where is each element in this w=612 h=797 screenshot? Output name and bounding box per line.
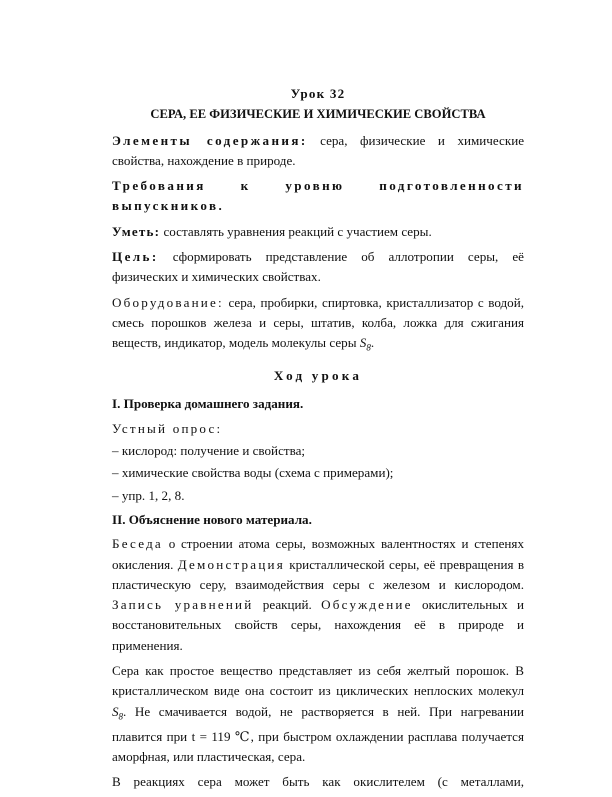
lesson-topic-title: СЕРА, ЕЕ ФИЗИЧЕСКИЕ И ХИМИЧЕСКИЕ СВОЙСТВА [150,107,486,122]
para1-word-demonstration: Демонстрация [177,556,285,572]
content-elements-paragraph [112,131,524,172]
equipment-text: сера, пробирки, спиртовка, кристаллизатор с водой, смесь порошков железа и серы, штатив, колба, ложка для сжигания веществ, индикатор, модель молекулы серы [112,294,524,351]
para1-word-discussion: Обсуждение [321,597,413,613]
para1-text-1: о строении атома серы, возможных валентностях и степенях окисления. [112,536,524,572]
explanation-paragraph-2 [112,661,524,767]
survey-item: – химические свойства воды (схема с примерами); [112,465,394,481]
content-elements-text: сера, физические и химические свойства, нахождение в природе. [112,132,525,168]
requirements-word-2: к [240,178,251,194]
course-title: Ход урока [273,368,363,384]
survey-label: Устный опрос: [112,420,223,436]
equipment-label: Оборудование: [112,294,224,310]
para1-word-record: Запись уравнений [112,597,254,613]
survey-item: – упр. 1, 2, 8. [112,487,185,503]
lesson-number: Урок 32 [290,86,346,101]
survey-paragraph [112,419,524,439]
para2-formula-subscript: 8 [118,711,124,722]
para1-text-4: окислительных и восстановительных свойств серы, нахождения её в природе и применения. [112,597,524,653]
equipment-formula: S [359,335,367,351]
requirements-word-4: подготовленности [379,178,524,194]
requirements-word-3: уровню [285,178,345,194]
document-page [112,84,524,797]
explanation-paragraph-3: В реакциях сера может быть как окислителем (с металлами, [112,774,524,790]
para1-word-beseda: Беседа [112,536,163,552]
goal-text: сформировать представление об аллотропии серы, её физических и химических свойствах. [112,249,524,285]
para2-formula: S [112,703,119,719]
para2-text-2: . Не смачивается водой, не растворяется в ней. При нагревании плавится при t = 119 ℃, при быстром охлаждении расплава получается аморфная, или пластическая, сера. [112,703,524,764]
survey-item: – кислород: получение и свойства; [112,443,306,459]
para1-text-2: кристаллической серы, её превращения в пластическую серу, взаимодействия серы с железом и кислородом. [112,556,524,592]
skills-paragraph [112,222,524,242]
goal-paragraph [112,247,524,288]
section1-title: I. Проверка домашнего задания. [112,396,304,412]
requirements-word-1: Требования [112,178,206,194]
skills-label: Уметь: [112,223,161,239]
section2-title: II. Объяснение нового материала. [112,511,312,527]
requirements-line-2: выпускников. [112,198,225,214]
para2-text-1: Сера как простое вещество представляет из себя желтый порошок. В кристаллическом виде она состоит из циклических неплоских молекул [112,663,524,699]
goal-label: Цель: [112,249,159,265]
equipment-formula-end: . [370,335,375,351]
content-elements-label: Элементы содержания: [112,132,308,148]
equipment-formula-subscript: 8 [366,342,371,353]
skills-text: составлять уравнения реакций с участием серы. [160,223,432,239]
explanation-paragraph-1 [112,534,524,656]
equipment-paragraph [112,293,524,359]
para1-text-3: реакций. [253,597,322,613]
requirements-line-1 [112,176,524,196]
